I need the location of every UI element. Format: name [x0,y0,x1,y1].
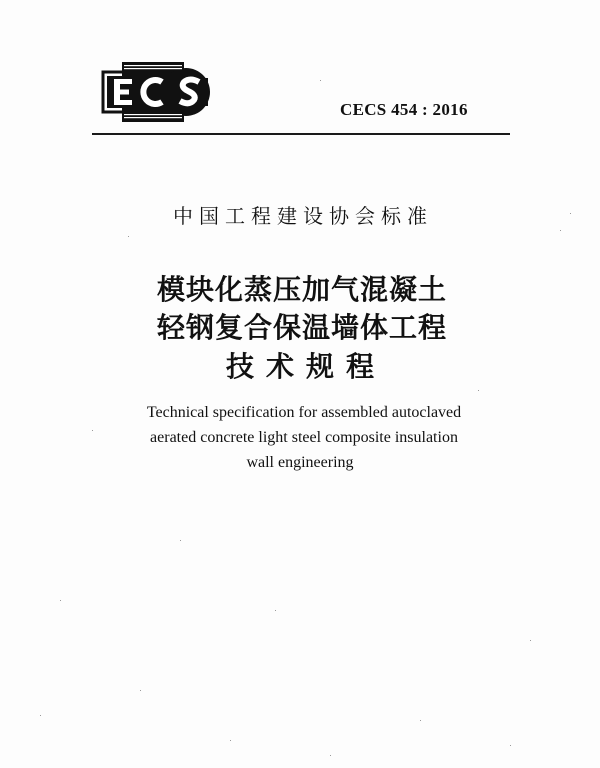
header-divider [92,133,510,135]
scan-speck [128,236,129,237]
standard-number: CECS 454 : 2016 [340,100,468,119]
scan-speck [40,715,41,716]
ecs-logo [100,58,216,126]
title-cn-line-1: 模块化蒸压加气混凝土 [156,273,447,306]
title-cn-line-3: 技术规程 [225,350,386,383]
title-en-line-3: wall engineering [246,454,354,471]
scan-speck [92,430,93,431]
scan-speck [570,213,571,214]
scan-speck [320,80,321,81]
association-name: 中国工程建设协会标准 [173,204,433,228]
scan-speck [140,690,141,691]
scan-speck [230,740,231,741]
scan-speck [420,720,421,721]
scan-speck [530,640,531,641]
title-cn-line-2: 轻钢复合保温墙体工程 [156,311,447,344]
scan-speck [478,390,479,391]
scan-speck [510,745,511,746]
scan-speck [330,755,331,756]
title-en-line-2: aerated concrete light steel composite insulation [150,429,458,446]
scan-speck [275,610,276,611]
scan-speck [60,600,61,601]
scan-speck [560,230,561,231]
scan-speck [180,540,181,541]
title-en-line-1: Technical specification for assembled autoclaved [146,404,462,421]
